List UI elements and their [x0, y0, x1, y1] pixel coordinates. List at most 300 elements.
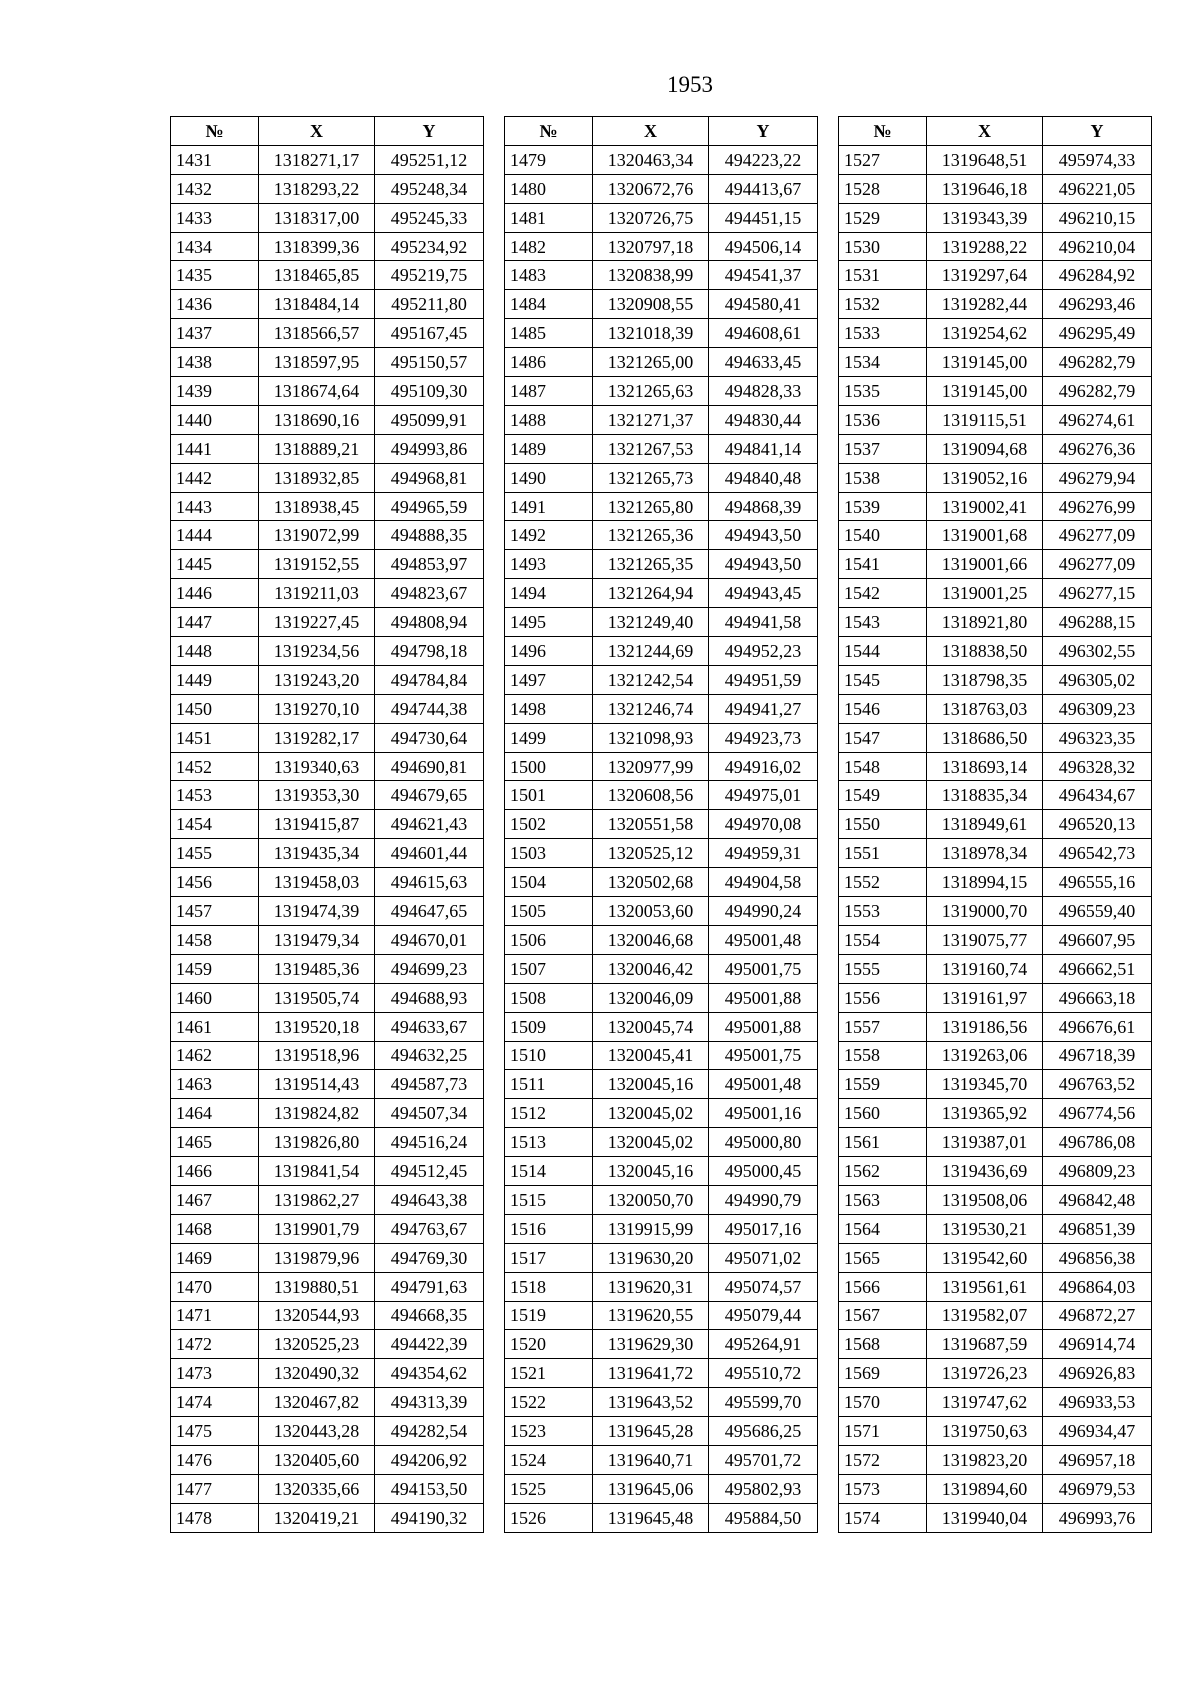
table-row	[505, 1503, 818, 1532]
y-coordinate-cell: 496221,05	[1043, 174, 1152, 203]
point-number-cell: 1505	[505, 897, 593, 926]
table-row	[839, 1330, 1152, 1359]
column-header-number: №	[171, 117, 259, 146]
x-coordinate-cell: 1321265,63	[593, 377, 709, 406]
column-header-number: №	[505, 117, 593, 146]
point-number-cell: 1490	[505, 463, 593, 492]
point-number-cell: 1488	[505, 405, 593, 434]
x-coordinate-cell: 1320525,12	[593, 839, 709, 868]
table-row	[505, 954, 818, 983]
x-coordinate-cell: 1319343,39	[927, 203, 1043, 232]
point-number-cell: 1468	[171, 1214, 259, 1243]
table-row	[171, 290, 484, 319]
point-number-cell: 1489	[505, 434, 593, 463]
y-coordinate-cell: 496786,08	[1043, 1128, 1152, 1157]
x-coordinate-cell: 1319254,62	[927, 319, 1043, 348]
table-row	[839, 637, 1152, 666]
point-number-cell: 1476	[171, 1445, 259, 1474]
table-row	[839, 1388, 1152, 1417]
table-row	[171, 1359, 484, 1388]
x-coordinate-cell: 1320045,74	[593, 1012, 709, 1041]
point-number-cell: 1520	[505, 1330, 593, 1359]
y-coordinate-cell: 494744,38	[375, 694, 484, 723]
table-row	[171, 1185, 484, 1214]
x-coordinate-cell: 1321265,80	[593, 492, 709, 521]
x-coordinate-cell: 1319880,51	[259, 1272, 375, 1301]
x-coordinate-cell: 1319901,79	[259, 1214, 375, 1243]
table-row	[171, 1099, 484, 1128]
table-row	[839, 1474, 1152, 1503]
table-row	[505, 839, 818, 868]
table-row	[505, 694, 818, 723]
table-row	[171, 1474, 484, 1503]
point-number-cell: 1462	[171, 1041, 259, 1070]
x-coordinate-cell: 1320551,58	[593, 810, 709, 839]
x-coordinate-cell: 1320977,99	[593, 752, 709, 781]
point-number-cell: 1453	[171, 781, 259, 810]
x-coordinate-cell: 1319645,48	[593, 1503, 709, 1532]
x-coordinate-cell: 1319862,27	[259, 1185, 375, 1214]
y-coordinate-cell: 494791,63	[375, 1272, 484, 1301]
x-coordinate-cell: 1320726,75	[593, 203, 709, 232]
x-coordinate-cell: 1319747,62	[927, 1388, 1043, 1417]
table-row	[505, 232, 818, 261]
point-number-cell: 1447	[171, 608, 259, 637]
point-number-cell: 1436	[171, 290, 259, 319]
column-header-x: X	[593, 117, 709, 146]
table-row	[505, 1128, 818, 1157]
y-coordinate-cell: 495701,72	[709, 1445, 818, 1474]
x-coordinate-cell: 1318566,57	[259, 319, 375, 348]
y-coordinate-cell: 494990,24	[709, 897, 818, 926]
point-number-cell: 1475	[171, 1417, 259, 1446]
table-row	[505, 608, 818, 637]
point-number-cell: 1495	[505, 608, 593, 637]
y-coordinate-cell: 494633,67	[375, 1012, 484, 1041]
x-coordinate-cell: 1319643,52	[593, 1388, 709, 1417]
x-coordinate-cell: 1318994,15	[927, 868, 1043, 897]
table-row	[171, 579, 484, 608]
y-coordinate-cell: 494688,93	[375, 983, 484, 1012]
y-coordinate-cell: 496607,95	[1043, 925, 1152, 954]
y-coordinate-cell: 495001,88	[709, 1012, 818, 1041]
point-number-cell: 1459	[171, 954, 259, 983]
x-coordinate-cell: 1320525,23	[259, 1330, 375, 1359]
y-coordinate-cell: 496774,56	[1043, 1099, 1152, 1128]
table-row	[171, 723, 484, 752]
y-coordinate-cell: 495884,50	[709, 1503, 818, 1532]
x-coordinate-cell: 1319075,77	[927, 925, 1043, 954]
y-coordinate-cell: 495001,75	[709, 954, 818, 983]
table-row	[839, 1503, 1152, 1532]
point-number-cell: 1540	[839, 521, 927, 550]
point-number-cell: 1494	[505, 579, 593, 608]
table-row	[171, 1301, 484, 1330]
x-coordinate-cell: 1319160,74	[927, 954, 1043, 983]
table-row	[839, 348, 1152, 377]
column-header-y: Y	[375, 117, 484, 146]
y-coordinate-cell: 494993,86	[375, 434, 484, 463]
table-row	[839, 405, 1152, 434]
point-number-cell: 1487	[505, 377, 593, 406]
table-row	[171, 463, 484, 492]
table-row	[171, 377, 484, 406]
y-coordinate-cell: 494830,44	[709, 405, 818, 434]
y-coordinate-cell: 496282,79	[1043, 377, 1152, 406]
y-coordinate-cell: 494975,01	[709, 781, 818, 810]
table-row	[505, 925, 818, 954]
point-number-cell: 1568	[839, 1330, 927, 1359]
point-number-cell: 1545	[839, 665, 927, 694]
table-row	[839, 1099, 1152, 1128]
x-coordinate-cell: 1318674,64	[259, 377, 375, 406]
x-coordinate-cell: 1319152,55	[259, 550, 375, 579]
table-row	[505, 492, 818, 521]
table-row	[171, 608, 484, 637]
x-coordinate-cell: 1320046,68	[593, 925, 709, 954]
point-number-cell: 1469	[171, 1243, 259, 1272]
point-number-cell: 1438	[171, 348, 259, 377]
table-row	[839, 897, 1152, 926]
y-coordinate-cell: 496293,46	[1043, 290, 1152, 319]
point-number-cell: 1492	[505, 521, 593, 550]
point-number-cell: 1454	[171, 810, 259, 839]
table-row	[505, 174, 818, 203]
y-coordinate-cell: 494690,81	[375, 752, 484, 781]
table-row	[505, 637, 818, 666]
table-row	[839, 781, 1152, 810]
page-number: 1953	[667, 72, 713, 97]
table-row	[171, 1243, 484, 1272]
table-row	[505, 290, 818, 319]
table-row	[839, 203, 1152, 232]
x-coordinate-cell: 1319001,68	[927, 521, 1043, 550]
x-coordinate-cell: 1319630,20	[593, 1243, 709, 1272]
x-coordinate-cell: 1319365,92	[927, 1099, 1043, 1128]
x-coordinate-cell: 1320045,02	[593, 1099, 709, 1128]
coordinate-table-3	[838, 116, 1152, 1533]
point-number-cell: 1466	[171, 1157, 259, 1186]
y-coordinate-cell: 496279,94	[1043, 463, 1152, 492]
x-coordinate-cell: 1319297,64	[927, 261, 1043, 290]
table-row	[171, 1503, 484, 1532]
point-number-cell: 1477	[171, 1474, 259, 1503]
point-number-cell: 1431	[171, 145, 259, 174]
point-number-cell: 1515	[505, 1185, 593, 1214]
y-coordinate-cell: 494943,50	[709, 521, 818, 550]
table-row	[839, 1359, 1152, 1388]
x-coordinate-cell: 1318271,17	[259, 145, 375, 174]
y-coordinate-cell: 496210,04	[1043, 232, 1152, 261]
table-row	[505, 203, 818, 232]
y-coordinate-cell: 494828,33	[709, 377, 818, 406]
x-coordinate-cell: 1318932,85	[259, 463, 375, 492]
point-number-cell: 1537	[839, 434, 927, 463]
point-number-cell: 1554	[839, 925, 927, 954]
table-row	[505, 810, 818, 839]
table-row	[505, 1301, 818, 1330]
y-coordinate-cell: 496851,39	[1043, 1214, 1152, 1243]
y-coordinate-cell: 495234,92	[375, 232, 484, 261]
point-number-cell: 1521	[505, 1359, 593, 1388]
x-coordinate-cell: 1320838,99	[593, 261, 709, 290]
x-coordinate-cell: 1319435,34	[259, 839, 375, 868]
table-row	[505, 145, 818, 174]
point-number-cell: 1502	[505, 810, 593, 839]
column-header-x: X	[927, 117, 1043, 146]
table-row	[171, 1445, 484, 1474]
point-number-cell: 1460	[171, 983, 259, 1012]
y-coordinate-cell: 494730,64	[375, 723, 484, 752]
point-number-cell: 1560	[839, 1099, 927, 1128]
y-coordinate-cell: 496663,18	[1043, 983, 1152, 1012]
point-number-cell: 1517	[505, 1243, 593, 1272]
table-row	[839, 1128, 1152, 1157]
y-coordinate-cell: 496284,92	[1043, 261, 1152, 290]
table-row	[505, 377, 818, 406]
y-coordinate-cell: 494888,35	[375, 521, 484, 550]
y-coordinate-cell: 496662,51	[1043, 954, 1152, 983]
y-coordinate-cell: 494941,58	[709, 608, 818, 637]
x-coordinate-cell: 1321246,74	[593, 694, 709, 723]
table-row	[505, 1012, 818, 1041]
y-coordinate-cell: 494923,73	[709, 723, 818, 752]
table-row	[505, 1272, 818, 1301]
x-coordinate-cell: 1319479,34	[259, 925, 375, 954]
point-number-cell: 1569	[839, 1359, 927, 1388]
y-coordinate-cell: 496288,15	[1043, 608, 1152, 637]
y-coordinate-cell: 494916,02	[709, 752, 818, 781]
x-coordinate-cell: 1319620,55	[593, 1301, 709, 1330]
table-row	[171, 1157, 484, 1186]
table-row	[839, 868, 1152, 897]
point-number-cell: 1464	[171, 1099, 259, 1128]
table-row	[171, 1012, 484, 1041]
y-coordinate-cell: 494615,63	[375, 868, 484, 897]
x-coordinate-cell: 1319687,59	[927, 1330, 1043, 1359]
y-coordinate-cell: 496302,55	[1043, 637, 1152, 666]
point-number-cell: 1440	[171, 405, 259, 434]
y-coordinate-cell: 494784,84	[375, 665, 484, 694]
x-coordinate-cell: 1319001,66	[927, 550, 1043, 579]
y-coordinate-cell: 496282,79	[1043, 348, 1152, 377]
table-row	[505, 665, 818, 694]
y-coordinate-cell: 496276,36	[1043, 434, 1152, 463]
point-number-cell: 1563	[839, 1185, 927, 1214]
y-coordinate-cell: 495001,75	[709, 1041, 818, 1070]
point-number-cell: 1479	[505, 145, 593, 174]
table-row	[171, 868, 484, 897]
x-coordinate-cell: 1318597,95	[259, 348, 375, 377]
x-coordinate-cell: 1319270,10	[259, 694, 375, 723]
table-row	[839, 319, 1152, 348]
point-number-cell: 1546	[839, 694, 927, 723]
y-coordinate-cell: 494990,79	[709, 1185, 818, 1214]
point-number-cell: 1531	[839, 261, 927, 290]
x-coordinate-cell: 1319645,28	[593, 1417, 709, 1446]
table-row	[505, 550, 818, 579]
point-number-cell: 1541	[839, 550, 927, 579]
point-number-cell: 1467	[171, 1185, 259, 1214]
y-coordinate-cell: 495017,16	[709, 1214, 818, 1243]
x-coordinate-cell: 1321271,37	[593, 405, 709, 434]
y-coordinate-cell: 494840,48	[709, 463, 818, 492]
point-number-cell: 1503	[505, 839, 593, 868]
point-number-cell: 1571	[839, 1417, 927, 1446]
x-coordinate-cell: 1319000,70	[927, 897, 1043, 926]
table-row	[505, 1214, 818, 1243]
point-number-cell: 1433	[171, 203, 259, 232]
y-coordinate-cell: 494506,14	[709, 232, 818, 261]
point-number-cell: 1512	[505, 1099, 593, 1128]
y-coordinate-cell: 494968,81	[375, 463, 484, 492]
table-row	[171, 897, 484, 926]
x-coordinate-cell: 1318889,21	[259, 434, 375, 463]
x-coordinate-cell: 1321098,93	[593, 723, 709, 752]
table-row	[839, 1301, 1152, 1330]
point-number-cell: 1484	[505, 290, 593, 319]
table-row	[171, 232, 484, 261]
table-row	[839, 463, 1152, 492]
x-coordinate-cell: 1320046,42	[593, 954, 709, 983]
point-number-cell: 1526	[505, 1503, 593, 1532]
y-coordinate-cell: 495219,75	[375, 261, 484, 290]
y-coordinate-cell: 496277,09	[1043, 550, 1152, 579]
x-coordinate-cell: 1319415,87	[259, 810, 375, 839]
table-row	[839, 1185, 1152, 1214]
table-row	[171, 434, 484, 463]
point-number-cell: 1518	[505, 1272, 593, 1301]
y-coordinate-cell: 496856,38	[1043, 1243, 1152, 1272]
point-number-cell: 1452	[171, 752, 259, 781]
point-number-cell: 1572	[839, 1445, 927, 1474]
table-row	[839, 752, 1152, 781]
point-number-cell: 1485	[505, 319, 593, 348]
y-coordinate-cell: 494769,30	[375, 1243, 484, 1272]
y-coordinate-cell: 494153,50	[375, 1474, 484, 1503]
y-coordinate-cell: 495167,45	[375, 319, 484, 348]
x-coordinate-cell: 1320443,28	[259, 1417, 375, 1446]
y-coordinate-cell: 494451,15	[709, 203, 818, 232]
x-coordinate-cell: 1319282,44	[927, 290, 1043, 319]
x-coordinate-cell: 1321265,36	[593, 521, 709, 550]
table-row	[505, 1041, 818, 1070]
point-number-cell: 1461	[171, 1012, 259, 1041]
y-coordinate-cell: 495099,91	[375, 405, 484, 434]
table-row	[505, 1185, 818, 1214]
table-row	[839, 723, 1152, 752]
table-row	[505, 1474, 818, 1503]
y-coordinate-cell: 494868,39	[709, 492, 818, 521]
y-coordinate-cell: 494952,23	[709, 637, 818, 666]
x-coordinate-cell: 1318835,34	[927, 781, 1043, 810]
x-coordinate-cell: 1319940,04	[927, 1503, 1043, 1532]
table-row	[505, 579, 818, 608]
x-coordinate-cell: 1318465,85	[259, 261, 375, 290]
x-coordinate-cell: 1319520,18	[259, 1012, 375, 1041]
table-row	[839, 810, 1152, 839]
table-row	[505, 1330, 818, 1359]
point-number-cell: 1441	[171, 434, 259, 463]
point-number-cell: 1516	[505, 1214, 593, 1243]
x-coordinate-cell: 1319145,00	[927, 377, 1043, 406]
x-coordinate-cell: 1319115,51	[927, 405, 1043, 434]
y-coordinate-cell: 495802,93	[709, 1474, 818, 1503]
point-number-cell: 1509	[505, 1012, 593, 1041]
x-coordinate-cell: 1320467,82	[259, 1388, 375, 1417]
x-coordinate-cell: 1319094,68	[927, 434, 1043, 463]
point-number-cell: 1533	[839, 319, 927, 348]
point-number-cell: 1510	[505, 1041, 593, 1070]
point-number-cell: 1566	[839, 1272, 927, 1301]
point-number-cell: 1500	[505, 752, 593, 781]
x-coordinate-cell: 1319145,00	[927, 348, 1043, 377]
y-coordinate-cell: 494507,34	[375, 1099, 484, 1128]
table-row	[839, 1417, 1152, 1446]
y-coordinate-cell: 494763,67	[375, 1214, 484, 1243]
x-coordinate-cell: 1318293,22	[259, 174, 375, 203]
point-number-cell: 1523	[505, 1417, 593, 1446]
x-coordinate-cell: 1318838,50	[927, 637, 1043, 666]
x-coordinate-cell: 1319620,31	[593, 1272, 709, 1301]
point-number-cell: 1458	[171, 925, 259, 954]
x-coordinate-cell: 1318399,36	[259, 232, 375, 261]
point-number-cell: 1481	[505, 203, 593, 232]
table-row	[839, 1214, 1152, 1243]
x-coordinate-cell: 1320335,66	[259, 1474, 375, 1503]
x-coordinate-cell: 1318763,03	[927, 694, 1043, 723]
y-coordinate-cell: 495245,33	[375, 203, 484, 232]
x-coordinate-cell: 1319648,51	[927, 145, 1043, 174]
table-row	[171, 319, 484, 348]
y-coordinate-cell: 496542,73	[1043, 839, 1152, 868]
x-coordinate-cell: 1320608,56	[593, 781, 709, 810]
table-header-row	[171, 117, 484, 146]
y-coordinate-cell: 494959,31	[709, 839, 818, 868]
table-row	[505, 1417, 818, 1446]
table-row	[505, 1243, 818, 1272]
y-coordinate-cell: 494699,23	[375, 954, 484, 983]
x-coordinate-cell: 1319841,54	[259, 1157, 375, 1186]
y-coordinate-cell: 495000,80	[709, 1128, 818, 1157]
y-coordinate-cell: 494313,39	[375, 1388, 484, 1417]
x-coordinate-cell: 1318949,61	[927, 810, 1043, 839]
point-number-cell: 1570	[839, 1388, 927, 1417]
y-coordinate-cell: 494943,45	[709, 579, 818, 608]
point-number-cell: 1465	[171, 1128, 259, 1157]
point-number-cell: 1561	[839, 1128, 927, 1157]
x-coordinate-cell: 1319518,96	[259, 1041, 375, 1070]
x-coordinate-cell: 1319645,06	[593, 1474, 709, 1503]
table-row	[839, 492, 1152, 521]
point-number-cell: 1543	[839, 608, 927, 637]
x-coordinate-cell: 1319227,45	[259, 608, 375, 637]
table-row	[839, 665, 1152, 694]
x-coordinate-cell: 1319514,43	[259, 1070, 375, 1099]
y-coordinate-cell: 496309,23	[1043, 694, 1152, 723]
y-coordinate-cell: 496555,16	[1043, 868, 1152, 897]
x-coordinate-cell: 1320544,93	[259, 1301, 375, 1330]
x-coordinate-cell: 1320672,76	[593, 174, 709, 203]
y-coordinate-cell: 495599,70	[709, 1388, 818, 1417]
x-coordinate-cell: 1319002,41	[927, 492, 1043, 521]
y-coordinate-cell: 496993,76	[1043, 1503, 1152, 1532]
x-coordinate-cell: 1320045,02	[593, 1128, 709, 1157]
column-header-y: Y	[709, 117, 818, 146]
x-coordinate-cell: 1319161,97	[927, 983, 1043, 1012]
table-row	[171, 1070, 484, 1099]
point-number-cell: 1463	[171, 1070, 259, 1099]
